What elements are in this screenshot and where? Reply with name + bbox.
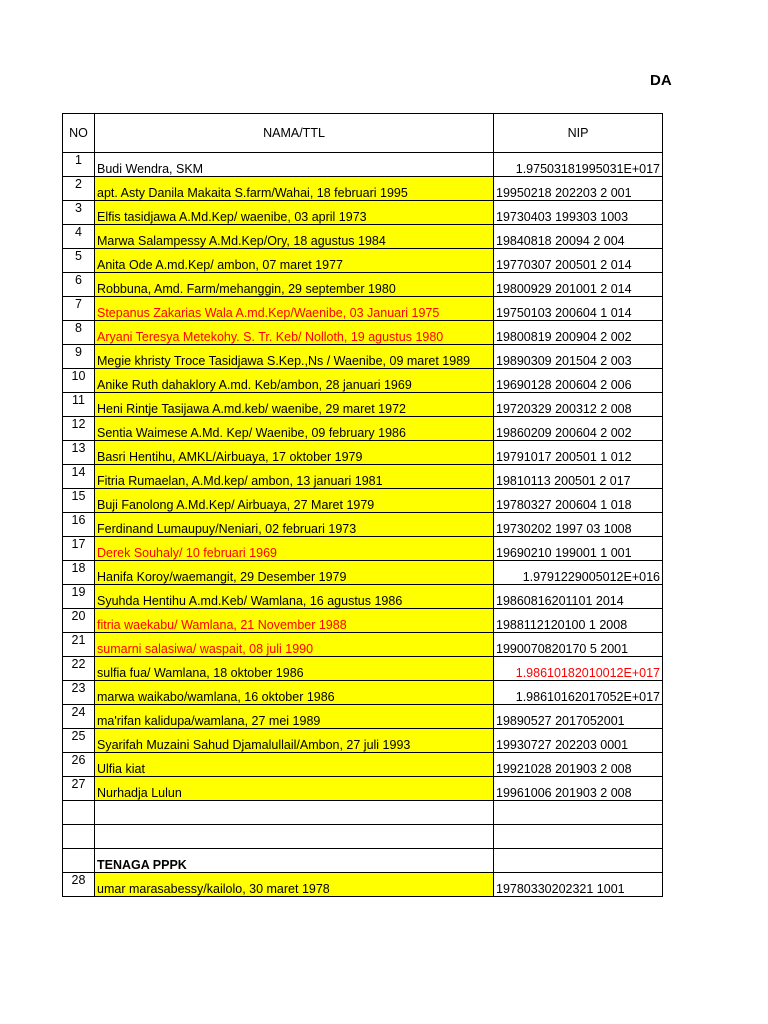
cell-nip[interactable]: 19780327 200604 1 018 [494,489,663,513]
table-row [63,849,663,873]
cell-name[interactable]: sumarni salasiwa/ waspait, 08 juli 1990 [95,633,494,657]
cell-name[interactable]: Ulfia kiat [95,753,494,777]
cell-nip[interactable]: 19780330202321 1001 [494,873,663,897]
table-row [63,825,663,849]
cell-name[interactable]: Nurhadja Lulun [95,777,494,801]
table-row [63,513,663,537]
cell-name[interactable]: Basri Hentihu, AMKL/Airbuaya, 17 oktober 1979 [95,441,494,465]
cell-no[interactable]: 20 [63,609,95,633]
cell-no[interactable] [63,849,95,873]
cell-no[interactable] [63,825,95,849]
cell-nip[interactable]: 19690128 200604 2 006 [494,369,663,393]
cell-name[interactable]: Aryani Teresya Metekohy. S. Tr. Keb/ Nolloth, 19 agustus 1980 [95,321,494,345]
cell-nip[interactable]: 1.9791229005012E+016 [494,561,663,585]
cell-no[interactable]: 27 [63,777,95,801]
cell-nip[interactable]: 19750103 200604 1 014 [494,297,663,321]
cell-no[interactable]: 26 [63,753,95,777]
table-row [63,729,663,753]
employee-table [62,113,663,897]
cell-name[interactable]: marwa waikabo/wamlana, 16 oktober 1986 [95,681,494,705]
cell-name[interactable]: Budi Wendra, SKM [95,153,494,177]
cell-name[interactable]: Robbuna, Amd. Farm/mehanggin, 29 september 1980 [95,273,494,297]
cell-nip[interactable]: 1.98610162017052E+017 [494,681,663,705]
cell-no[interactable]: 13 [63,441,95,465]
cell-nip[interactable] [494,801,663,825]
cell-name[interactable]: Stepanus Zakarias Wala A.md.Kep/Waenibe, 03 Januari 1975 [95,297,494,321]
table-row [63,177,663,201]
cell-name[interactable]: Megie khristy Troce Tasidjawa S.Kep.,Ns / Waenibe, 09 maret 1989 [95,345,494,369]
cell-name[interactable]: Syarifah Muzaini Sahud Djamalullail/Ambon, 27 juli 1993 [95,729,494,753]
cell-nip[interactable]: 19890527 2017052001 [494,705,663,729]
cell-name[interactable]: TENAGA PPPK [95,849,494,873]
cell-name[interactable]: Elfis tasidjawa A.Md.Kep/ waenibe, 03 april 1973 [95,201,494,225]
cell-no[interactable]: 10 [63,369,95,393]
cell-name[interactable]: Ferdinand Lumaupuy/Neniari, 02 februari 1973 [95,513,494,537]
table-row [63,249,663,273]
table-row [63,873,663,897]
cell-nip[interactable] [494,849,663,873]
table-row [63,369,663,393]
cell-name[interactable]: Buji Fanolong A.Md.Kep/ Airbuaya, 27 Maret 1979 [95,489,494,513]
cell-name[interactable]: Fitria Rumaelan, A.Md.kep/ ambon, 13 januari 1981 [95,465,494,489]
table-row [63,681,663,705]
cell-nip[interactable]: 1.98610182010012E+017 [494,657,663,681]
cell-name[interactable] [95,825,494,849]
cell-name[interactable]: ma'rifan kalidupa/wamlana, 27 mei 1989 [95,705,494,729]
cell-no[interactable]: 14 [63,465,95,489]
cell-nip[interactable]: 19890309 201504 2 003 [494,345,663,369]
cell-name[interactable]: Sentia Waimese A.Md. Kep/ Waenibe, 09 february 1986 [95,417,494,441]
cell-no[interactable]: 25 [63,729,95,753]
table-row [63,585,663,609]
cell-no[interactable]: 23 [63,681,95,705]
header-no[interactable]: NO [63,114,95,153]
cell-nip[interactable]: 19840818 20094 2 004 [494,225,663,249]
cell-nip[interactable]: 19810113 200501 2 017 [494,465,663,489]
table-row [63,537,663,561]
table-row [63,201,663,225]
cell-nip[interactable]: 19930727 202203 0001 [494,729,663,753]
table-body [63,114,663,897]
table-row [63,609,663,633]
cell-name[interactable]: umar marasabessy/kailolo, 30 maret 1978 [95,873,494,897]
table-row [63,345,663,369]
cell-no[interactable]: 15 [63,489,95,513]
table-header-row [63,114,663,153]
table-row [63,753,663,777]
table-row [63,393,663,417]
cell-no[interactable]: 4 [63,225,95,249]
cell-nip[interactable]: 19730202 1997 03 1008 [494,513,663,537]
cell-nip[interactable]: 1990070820170 5 2001 [494,633,663,657]
cell-no[interactable]: 9 [63,345,95,369]
cell-no[interactable]: 7 [63,297,95,321]
cell-name[interactable]: Anike Ruth dahaklory A.md. Keb/ambon, 28 januari 1969 [95,369,494,393]
cell-no[interactable]: 17 [63,537,95,561]
cell-nip[interactable]: 19921028 201903 2 008 [494,753,663,777]
cell-nip[interactable]: 19770307 200501 2 014 [494,249,663,273]
table-row [63,297,663,321]
cell-nip[interactable]: 19791017 200501 1 012 [494,441,663,465]
cell-name[interactable]: fitria waekabu/ Wamlana, 21 November 1988 [95,609,494,633]
cell-no[interactable] [63,801,95,825]
cell-no[interactable]: 18 [63,561,95,585]
table-row [63,657,663,681]
cell-no[interactable]: 11 [63,393,95,417]
table-row [63,465,663,489]
table-row [63,561,663,585]
header-nip[interactable]: NIP [494,114,663,153]
cell-name[interactable] [95,801,494,825]
table-row [63,417,663,441]
cell-name[interactable]: Heni Rintje Tasijawa A.md.keb/ waenibe, 29 maret 1972 [95,393,494,417]
cell-no[interactable]: 24 [63,705,95,729]
table-row [63,441,663,465]
table-row [63,153,663,177]
cell-nip[interactable]: 19800819 200904 2 002 [494,321,663,345]
cell-no[interactable]: 28 [63,873,95,897]
cell-name[interactable]: Derek Souhaly/ 10 februari 1969 [95,537,494,561]
cell-nip[interactable]: 19950218 202203 2 001 [494,177,663,201]
table-row [63,777,663,801]
table-row [63,801,663,825]
cell-name[interactable]: Hanifa Koroy/waemangit, 29 Desember 1979 [95,561,494,585]
cell-no[interactable]: 22 [63,657,95,681]
cell-nip[interactable]: 19720329 200312 2 008 [494,393,663,417]
cell-no[interactable]: 19 [63,585,95,609]
cell-name[interactable]: Marwa Salampessy A.Md.Kep/Ory, 18 agustus 1984 [95,225,494,249]
cell-nip[interactable]: 19730403 199303 1003 [494,201,663,225]
table-row [63,633,663,657]
cell-nip[interactable]: 19860209 200604 2 002 [494,417,663,441]
cell-nip[interactable]: 1988112120100 1 2008 [494,609,663,633]
cell-nip[interactable]: 19690210 199001 1 001 [494,537,663,561]
cell-no[interactable]: 12 [63,417,95,441]
cell-nip[interactable]: 1.97503181995031E+017 [494,153,663,177]
cell-name[interactable]: Syuhda Hentihu A.md.Keb/ Wamlana, 16 agustus 1986 [95,585,494,609]
cell-no[interactable]: 16 [63,513,95,537]
header-name[interactable]: NAMA/TTL [95,114,494,153]
table-row [63,489,663,513]
cell-nip[interactable]: 19860816201101 2014 [494,585,663,609]
cell-no[interactable]: 5 [63,249,95,273]
cell-name[interactable]: sulfia fua/ Wamlana, 18 oktober 1986 [95,657,494,681]
table-row [63,705,663,729]
cell-no[interactable]: 2 [63,177,95,201]
cell-no[interactable]: 21 [63,633,95,657]
table-row [63,225,663,249]
cell-nip[interactable]: 19961006 201903 2 008 [494,777,663,801]
cell-nip[interactable]: 19800929 201001 2 014 [494,273,663,297]
cell-nip[interactable] [494,825,663,849]
cell-no[interactable]: 8 [63,321,95,345]
cell-no[interactable]: 6 [63,273,95,297]
cell-name[interactable]: apt. Asty Danila Makaita S.farm/Wahai, 18 februari 1995 [95,177,494,201]
sheet-title: DA [650,72,672,89]
cell-name[interactable]: Anita Ode A.md.Kep/ ambon, 07 maret 1977 [95,249,494,273]
table-row [63,273,663,297]
cell-no[interactable]: 1 [63,153,95,177]
cell-no[interactable]: 3 [63,201,95,225]
table-row [63,321,663,345]
